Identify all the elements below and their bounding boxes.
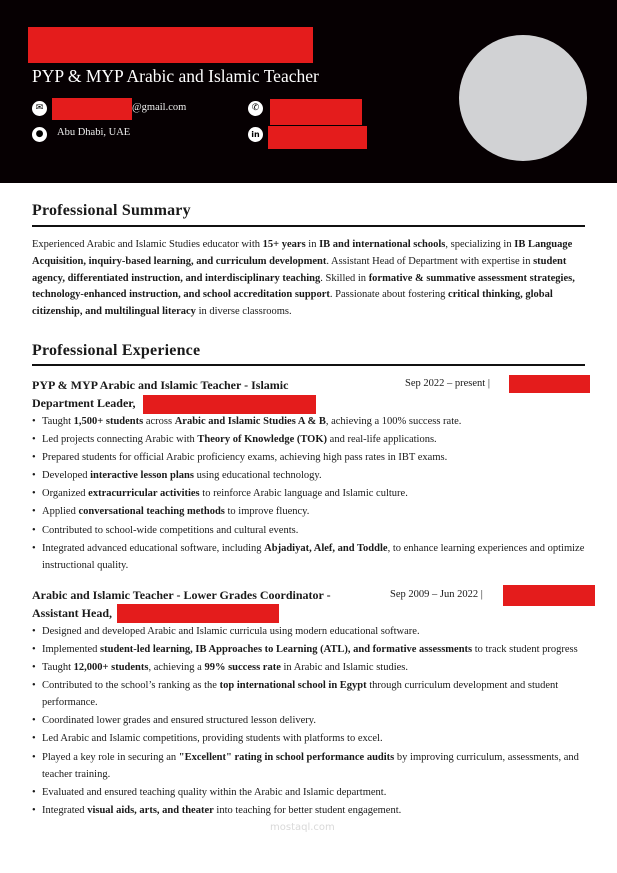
bold-text: conversational teaching methods xyxy=(78,506,225,518)
text: Contributed to school-wide competitions and cultural events. xyxy=(42,524,299,536)
text: , to enhance learning experiences and optimize instructional quality. xyxy=(42,542,585,571)
summary-text xyxy=(32,237,585,321)
job-bullets-1 xyxy=(32,413,585,575)
bullet-item xyxy=(32,677,585,711)
bullet-item xyxy=(32,485,585,502)
text: across xyxy=(143,416,175,427)
bullet-item xyxy=(32,522,585,539)
text: Integrated advanced educational software, including xyxy=(42,542,265,554)
text: and real-life applications. xyxy=(327,434,437,446)
text: to track student progress xyxy=(472,644,578,656)
text: Prepared students for official Arabic proficiency exams, achieving high pass rates in IBT exams. xyxy=(42,452,448,464)
redacted-name xyxy=(28,27,313,63)
bold-text: formative & summative assessment strategies, technology-enhanced instruction, and school accreditation support xyxy=(32,272,575,301)
bullet-item xyxy=(32,802,585,819)
bullet-item xyxy=(32,749,585,783)
divider xyxy=(32,364,585,366)
email-icon: ✉ xyxy=(32,101,47,116)
redacted-location xyxy=(503,585,595,606)
text: , achieving a xyxy=(148,662,205,674)
bullet-item xyxy=(32,784,585,801)
text: Taught xyxy=(42,662,74,674)
text: in xyxy=(305,239,320,250)
bold-text: Arabic and Islamic Studies A & B xyxy=(174,416,326,427)
bold-text: top international school in Egypt xyxy=(219,680,367,692)
text: Taught xyxy=(42,416,74,427)
text: Implemented xyxy=(42,644,101,656)
redacted-location xyxy=(509,375,590,393)
bullet-item xyxy=(32,449,585,466)
job-dates-2: Sep 2009 – Jun 2022 | xyxy=(390,589,483,600)
bullet-item xyxy=(32,503,585,520)
bullet-item xyxy=(32,540,585,574)
bold-text: student-led learning, IB Approaches to Learning (ATL), and formative assessments xyxy=(100,644,473,656)
bold-text: 1,500+ students xyxy=(73,416,144,427)
profile-photo-placeholder xyxy=(459,35,587,161)
text: , achieving a 100% success rate. xyxy=(325,416,462,427)
bold-text: student agency, differentiated instruction, and interdisciplinary teaching xyxy=(32,255,567,284)
text: in diverse classrooms. xyxy=(195,306,292,318)
bullet-item xyxy=(32,712,585,729)
text: Applied xyxy=(42,506,79,518)
bold-text: Abjadiyat, Alef, and Toddle xyxy=(264,542,388,554)
text: Led Arabic and Islamic competitions, providing students with platforms to excel. xyxy=(42,733,383,745)
text: Designed and developed Arabic and Islamic curricula using modern educational software. xyxy=(42,626,420,637)
bullet-item xyxy=(32,431,585,448)
text: . Passionate about fostering xyxy=(329,289,449,301)
bold-text: IB Language Acquisition, inquiry-based learning, and curriculum development xyxy=(32,239,573,267)
bold-text: extracurricular activities xyxy=(88,488,200,500)
text: Played a key role in securing an xyxy=(42,751,179,763)
redacted-employer xyxy=(117,604,279,623)
text: . Assistant Head of Department with expertise in xyxy=(326,255,534,267)
job-title-2: Arabic and Islamic Teacher - Lower Grades Coordinator - Assistant Head, xyxy=(32,588,331,620)
text: to reinforce Arabic language and Islamic culture. xyxy=(199,488,408,500)
bold-text: IB and international schools xyxy=(319,239,446,250)
job-title: PYP & MYP Arabic and Islamic Teacher xyxy=(32,66,319,86)
resume-header xyxy=(0,0,617,183)
bullet-item xyxy=(32,730,585,747)
watermark: mostaql.com xyxy=(270,822,335,833)
text: by improving curriculum, assessments, and teacher training. xyxy=(42,751,579,780)
job-title-1: PYP & MYP Arabic and Islamic Teacher - Islamic Department Leader, xyxy=(32,378,289,410)
bold-text: Theory of Knowledge (TOK) xyxy=(197,434,328,446)
location-icon: ● xyxy=(32,127,47,142)
phone-icon: ✆ xyxy=(248,101,263,116)
text: Coordinated lower grades and ensured structured lesson delivery. xyxy=(42,715,316,727)
email-suffix: @gmail.com xyxy=(132,102,187,113)
text: . Skilled in xyxy=(320,272,369,284)
bold-text: 99% success rate xyxy=(204,662,281,674)
text: using educational technology. xyxy=(193,470,322,482)
redacted-employer xyxy=(143,395,316,414)
text: Evaluated and ensured teaching quality within the Arabic and Islamic department. xyxy=(42,786,387,798)
linkedin-icon: in xyxy=(248,127,263,142)
experience-heading: Professional Experience xyxy=(32,342,201,359)
job-dates-1: Sep 2022 – present | xyxy=(405,378,490,389)
text: Led projects connecting Arabic with xyxy=(42,434,198,446)
summary-heading: Professional Summary xyxy=(32,202,191,219)
text: Experienced Arabic and Islamic Studies educator with xyxy=(32,239,263,250)
text: in Arabic and Islamic studies. xyxy=(280,662,408,674)
redacted-email xyxy=(52,98,132,120)
text: Organized xyxy=(42,488,89,500)
job-bullets-2 xyxy=(32,623,585,820)
location-text: Abu Dhabi, UAE xyxy=(57,127,131,138)
bullet-item xyxy=(32,659,585,676)
text: into teaching for better student engagement. xyxy=(213,804,402,816)
bold-text: interactive lesson plans xyxy=(90,470,194,482)
bullet-item xyxy=(32,641,585,658)
redacted-phone xyxy=(270,99,362,125)
bullet-item xyxy=(32,623,585,640)
text: Contributed to the school’s ranking as the xyxy=(42,680,220,692)
text: through curriculum development and student performance. xyxy=(42,680,559,709)
text: , specializing in xyxy=(445,239,515,250)
bold-text: critical thinking, global citizenship, and multilingual literacy xyxy=(32,289,553,318)
bold-text: 15+ years xyxy=(262,239,306,250)
bold-text: 12,000+ students xyxy=(73,662,149,674)
text: to improve fluency. xyxy=(224,506,310,518)
redacted-linkedin xyxy=(268,126,367,149)
bold-text: "Excellent" rating in school performance audits xyxy=(178,751,395,763)
text: Integrated xyxy=(42,804,88,816)
bullet-item xyxy=(32,467,585,484)
bold-text: visual aids, arts, and theater xyxy=(87,804,214,816)
bullet-item xyxy=(32,413,585,430)
text: Developed xyxy=(42,470,91,482)
divider xyxy=(32,225,585,227)
